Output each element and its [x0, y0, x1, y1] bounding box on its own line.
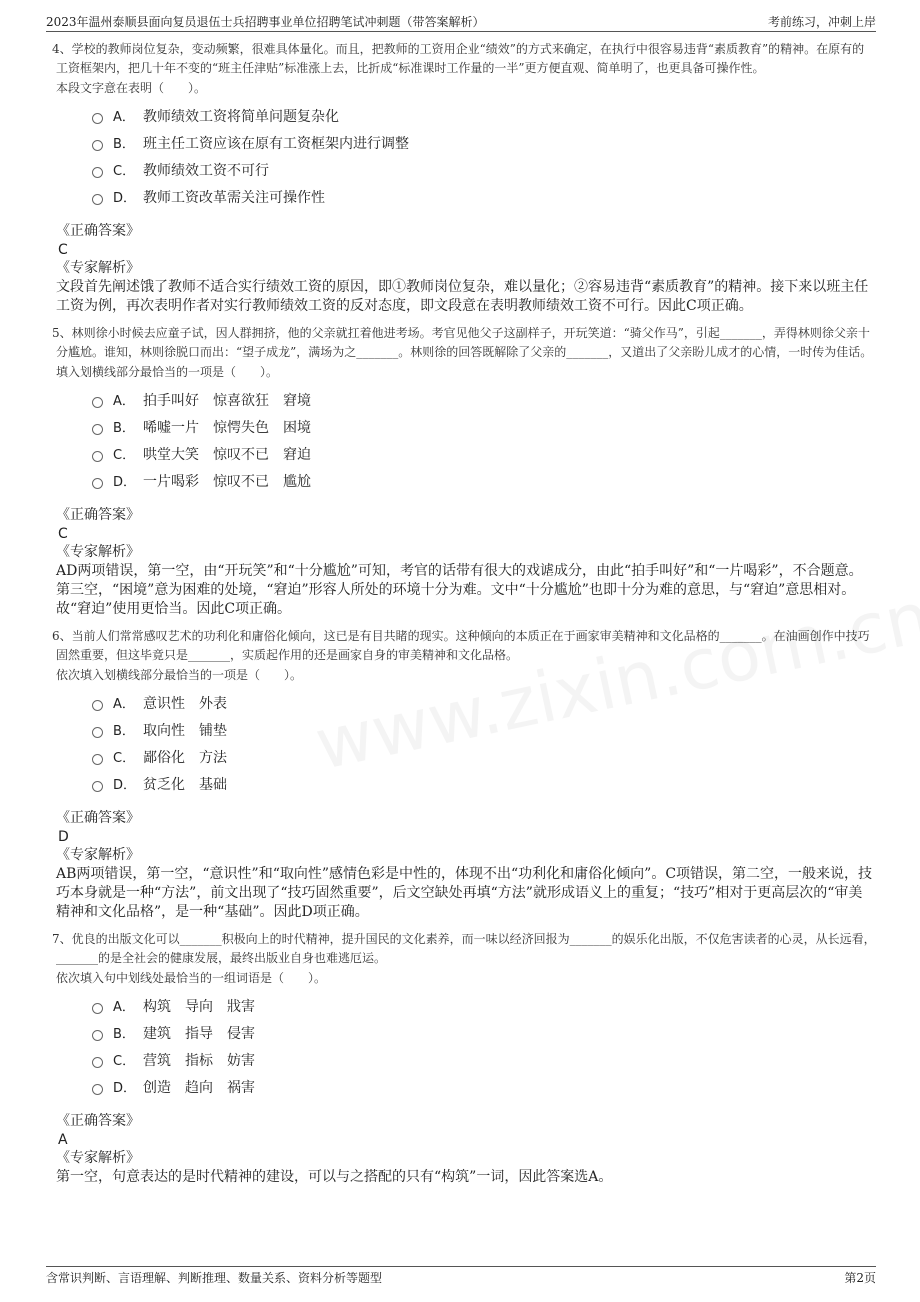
question-list [52, 40, 876, 1195]
answer-label: 《正确答案》 [56, 507, 140, 523]
page-footer [46, 1266, 876, 1290]
radio-icon[interactable] [92, 754, 103, 765]
option-a[interactable] [92, 992, 876, 1019]
answer-value: A [58, 1132, 68, 1148]
option-letter: B． [113, 1027, 135, 1042]
question-prompt: 依次填入划横线部分最恰当的一项是（ ）。 [56, 668, 303, 682]
radio-icon[interactable] [92, 397, 103, 408]
option-letter: A． [113, 394, 135, 409]
option-list [92, 992, 876, 1100]
radio-icon[interactable] [92, 451, 103, 462]
option-d[interactable] [92, 770, 876, 797]
option-text: 班主任工资应该在原有工资框架内进行调整 [143, 135, 409, 152]
radio-icon[interactable] [92, 1003, 103, 1014]
analysis-text: 文段首先阐述饿了教师不适合实行绩效工资的原因，即①教师岗位复杂，难以量化；②容易违背“素质教育”的精神。接下来以班主任工资为例，再次表明作者对实行教师绩效工资的反对态度，即文段意在表明教师绩效工资不可行。因此C项正确。 [56, 279, 869, 314]
analysis-text: AD两项错误，第一空，由“开玩笑”和“十分尴尬”可知，考官的话带有很大的戏谑成分，由此“拍手叫好”和“一片喝彩”，不合题意。第三空，“困境”意为困难的处境，“窘迫”形容人所处的环境十分为难。文中“十分尴尬”也即十分为难的意思，与“窘迫”意思相对。故“窘迫”使用更恰当。因此C项正确。 [56, 563, 863, 617]
option-c[interactable] [92, 1046, 876, 1073]
option-d[interactable] [92, 467, 876, 494]
header-slogan: 考前练习，冲刺上岸 [767, 15, 876, 29]
option-letter: D． [113, 1081, 137, 1096]
option-c[interactable] [92, 743, 876, 770]
question-7 [52, 930, 876, 1187]
option-text: 营筑 指标 妨害 [143, 1052, 255, 1069]
option-letter: D． [113, 778, 137, 793]
option-b[interactable] [92, 1019, 876, 1046]
analysis-label: 《专家解析》 [56, 1150, 140, 1166]
footer-description: 含常识判断、言语理解、判断推理、数量关系、资料分析等题型 [46, 1271, 383, 1285]
option-a[interactable] [92, 102, 876, 129]
option-letter: B． [113, 421, 135, 436]
option-text: 教师工资改革需关注可操作性 [143, 189, 325, 206]
option-list [92, 102, 876, 210]
option-text: 建筑 指导 侵害 [143, 1025, 255, 1042]
answer-value: D [58, 829, 69, 845]
option-letter: D． [113, 191, 137, 206]
option-d[interactable] [92, 1073, 876, 1100]
page-number: 第2页 [844, 1271, 876, 1285]
analysis-label: 《专家解析》 [56, 260, 140, 276]
option-text: 一片喝彩 惊叹不已 尴尬 [143, 473, 311, 490]
option-text: 贫乏化 基础 [143, 776, 227, 793]
answer-label: 《正确答案》 [56, 223, 140, 239]
option-text: 鄙俗化 方法 [143, 749, 227, 766]
question-4 [52, 40, 876, 316]
option-b[interactable] [92, 129, 876, 156]
analysis-text: 第一空，句意表达的是时代精神的建设，可以与之搭配的只有“构筑”一词，因此答案选A。 [56, 1169, 613, 1185]
option-b[interactable] [92, 413, 876, 440]
question-prompt: 本段文字意在表明（ ）。 [56, 81, 207, 95]
option-text: 哄堂大笑 惊叹不已 窘迫 [143, 446, 311, 463]
option-letter: C． [113, 164, 136, 179]
option-c[interactable] [92, 156, 876, 183]
question-6 [52, 627, 876, 922]
option-letter: A． [113, 697, 135, 712]
radio-icon[interactable] [92, 1030, 103, 1041]
option-letter: A． [113, 110, 135, 125]
answer-block [56, 222, 876, 316]
question-stem: 6、当前人们常常感叹艺术的功利化和庸俗化倾向，这已是有目共睹的现实。这种倾向的本质正在于画家审美精神和文化品格的_______。在油画创作中技巧固然重要，但这毕竟只是_______，实质起作用的还是画家自身的审美精神和文化品格。 [52, 629, 870, 662]
answer-label: 《正确答案》 [56, 1113, 140, 1129]
option-list [92, 386, 876, 494]
radio-icon[interactable] [92, 1084, 103, 1095]
option-letter: B． [113, 724, 135, 739]
radio-icon[interactable] [92, 781, 103, 792]
question-stem: 7、优良的出版文化可以_______积极向上的时代精神，提升国民的文化素养，而一味以经济回报为_______的娱乐化出版，不仅危害读者的心灵，从长远看，_______的是全社会的健康发展，最终出版业自身也难逃厄运。 [52, 932, 876, 965]
option-text: 意识性 外表 [143, 695, 227, 712]
radio-icon[interactable] [92, 727, 103, 738]
document-title: 2023年温州泰顺县面向复员退伍士兵招聘事业单位招聘笔试冲刺题（带答案解析） [46, 15, 485, 29]
question-5 [52, 324, 876, 619]
option-text: 构筑 导向 戕害 [143, 998, 255, 1015]
option-list [92, 689, 876, 797]
option-text: 教师绩效工资将简单问题复杂化 [143, 108, 339, 125]
answer-block [56, 1112, 876, 1187]
radio-icon[interactable] [92, 194, 103, 205]
answer-label: 《正确答案》 [56, 810, 140, 826]
option-letter: A． [113, 1000, 135, 1015]
option-letter: D． [113, 475, 137, 490]
radio-icon[interactable] [92, 167, 103, 178]
option-text: 取向性 铺垫 [143, 722, 227, 739]
option-d[interactable] [92, 183, 876, 210]
radio-icon[interactable] [92, 140, 103, 151]
option-letter: C． [113, 448, 136, 463]
option-text: 拍手叫好 惊喜欲狂 窘境 [143, 392, 311, 409]
page-header [46, 10, 876, 32]
analysis-text: AB两项错误，第一空，“意识性”和“取向性”感情色彩是中性的，体现不出“功利化和庸俗化倾向”。C项错误，第二空，一般来说，技巧本身就是一种“方法”，前文出现了“技巧固然重要”，后文空缺处再填“方法”就形成语义上的重复；“技巧”相对于更高层次的“审美精神和文化品格”，是一种“基础”。因此D项正确。 [56, 866, 873, 920]
option-a[interactable] [92, 386, 876, 413]
analysis-label: 《专家解析》 [56, 544, 140, 560]
option-letter: C． [113, 1054, 136, 1069]
answer-block [56, 809, 876, 922]
radio-icon[interactable] [92, 1057, 103, 1068]
question-stem: 5、林则徐小时候去应童子试，因人群拥挤，他的父亲就扛着他进考场。考官见他父子这副样子，开玩笑道：“骑父作马”，引起_______，弄得林则徐父亲十分尴尬。谁知，林则徐脱口而出：“望子成龙”，满场为之_______。林则徐的回答既解除了父亲的_______，又道出了父亲盼儿成才的心情，一时传为佳话。 [52, 326, 873, 359]
analysis-label: 《专家解析》 [56, 847, 140, 863]
radio-icon[interactable] [92, 700, 103, 711]
option-c[interactable] [92, 440, 876, 467]
option-text: 创造 趋向 祸害 [143, 1079, 255, 1096]
option-text: 唏嘘一片 惊愕失色 困境 [143, 419, 311, 436]
option-letter: C． [113, 751, 136, 766]
radio-icon[interactable] [92, 113, 103, 124]
answer-value: C [58, 526, 68, 542]
answer-value: C [58, 242, 68, 258]
question-prompt: 依次填入句中划线处最恰当的一组词语是（ ）。 [56, 971, 327, 985]
option-text: 教师绩效工资不可行 [143, 162, 269, 179]
option-letter: B． [113, 137, 135, 152]
question-stem: 4、学校的教师岗位复杂，变动频繁，很难具体量化。而且，把教师的工资用企业“绩效”的方式来确定，在执行中很容易违背“素质教育”的精神。在原有的工资框架内，把几十年不变的“班主任津贴”标准涨上去，比折成“标准课时工作量的一半”更方便直观、简单明了，也更具备可操作性。 [52, 42, 865, 75]
option-b[interactable] [92, 716, 876, 743]
option-a[interactable] [92, 689, 876, 716]
answer-block [56, 506, 876, 619]
radio-icon[interactable] [92, 424, 103, 435]
question-prompt: 填入划横线部分最恰当的一项是（ ）。 [56, 365, 279, 379]
radio-icon[interactable] [92, 478, 103, 489]
